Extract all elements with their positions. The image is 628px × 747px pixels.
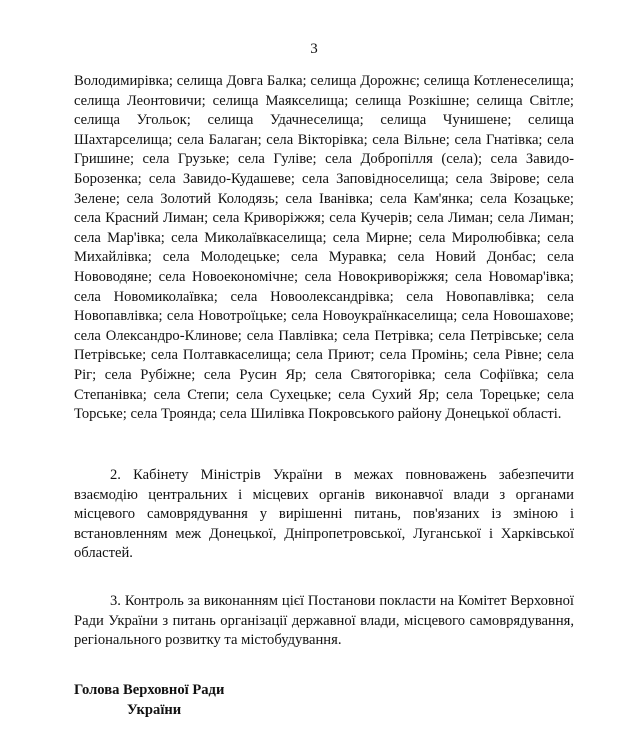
page-number: 3: [310, 41, 318, 57]
signature-block: [74, 681, 224, 720]
signature-title-line2: України: [127, 701, 182, 718]
signature-title-line1: Голова Верховної Ради: [74, 682, 225, 698]
settlements-list-paragraph: Володимирівка; селища Довга Балка; селища Дорожнє; селища Котленеселища; селища Леонтовичи; селища Маякселища; селища Розкішне; селища Світле; селища Угольок; селища Удачнеселища; селища Чунишене; селища Шахтарселища; села Балаган; села Вікторівка; села Вільне; села Гнатівка; села Гришине; села Грузьке; села Гуліве; села Добропілля (села); села Завидо-Борозенка; села Завидо-Кудашеве; села Заповідноселища; села Звірове; села Зелене; села Золотий Колодязь; села Іванівка; села Кам'янка; села Козацьке; села Красний Лиман; села Криворіжжя; села Кучерів; села Лиман; села Лиман; села Мар'івка; села Миколаївкаселища; села Мирне; села Миролюбівка; села Михайлівка; села Молодецьке; села Муравка; села Новий Донбас; села Нововодяне; села Новоекономічне; села Новокриворіжжя; села Новомар'івка; села Новомиколаївка; села Новоолександрівка; села Новопавлівка; села Новопавлівка; села Новотроїцьке; села Новоукраїнкаселища; села Новошахове; села Олександро-Клинове; села Павлівка; села Петрівка; села Петрівське; села Петрівське; села Полтавкаселища; села Приют; села Промінь; села Рівне; села Ріг; села Рубіжне; села Русин Яр; села Святогорівка; села Софіївка; села Степанівка; села Степи; села Сухецьке; села Сухий Яр; села Торецьке; села Торське; села Троянда; села Шилівка Покровського району Донецької області.: [74, 73, 574, 423]
paragraph-3-control: 3. Контроль за виконанням цієї Постанови покласти на Комітет Верховної Ради України з питань організації державної влади, місцевого самоврядування, регіонального розвитку та містобудування.: [74, 593, 574, 649]
paragraph-2-cabinet-instruction: 2. Кабінету Міністрів України в межах повноважень забезпечити взаємодію центральних і місцевих органів виконавчої влади з органами місцевого самоврядування у вирішенні питань, пов'язаних із зміною і встановленням меж Донецької, Дніпропетровської, Луганської і Харківської областей.: [74, 467, 574, 562]
